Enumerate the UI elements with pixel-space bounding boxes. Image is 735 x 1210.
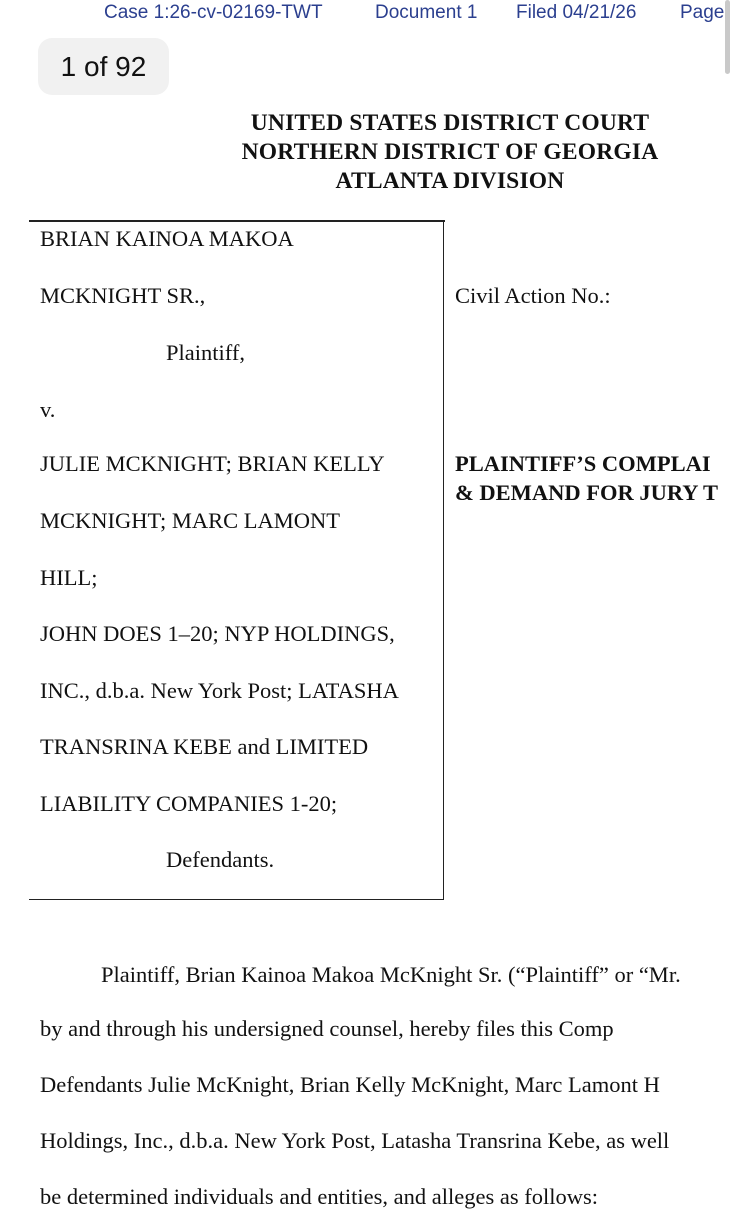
defendant-line: HILL; xyxy=(40,565,98,590)
versus: v. xyxy=(40,397,56,422)
page-indicator[interactable]: 1 of 92 xyxy=(38,38,169,95)
defendant-line: INC., d.b.a. New York Post; LATASHA xyxy=(40,678,399,703)
body-text-line: Holdings, Inc., d.b.a. New York Post, Latasha Transrina Kebe, as well xyxy=(40,1128,670,1153)
filed-date: Filed 04/21/26 xyxy=(516,2,637,23)
plaintiff-role: Plaintiff, xyxy=(166,340,245,365)
body-text-line: be determined individuals and entities, and alleges as follows: xyxy=(40,1184,598,1209)
defendant-line: TRANSRINA KEBE and LIMITED xyxy=(40,734,369,759)
body-text-line: Defendants Julie McKnight, Brian Kelly McKnight, Marc Lamont H xyxy=(40,1072,660,1097)
page-label: Page xyxy=(680,2,725,23)
complaint-title-line2: & DEMAND FOR JURY T xyxy=(455,480,718,505)
document-number: Document 1 xyxy=(375,2,478,23)
case-number: Case 1:26-cv-02169-TWT xyxy=(104,2,323,23)
defendant-line: JULIE MCKNIGHT; BRIAN KELLY xyxy=(40,451,385,476)
body-text-line: Plaintiff, Brian Kainoa Makoa McKnight Sr. (“Plaintiff” or “Mr. xyxy=(101,962,681,987)
civil-action-label: Civil Action No.: xyxy=(455,283,611,308)
complaint-title-line1: PLAINTIFF’S COMPLAI xyxy=(455,451,711,476)
body-text-line: by and through his undersigned counsel, hereby files this Comp xyxy=(40,1016,614,1041)
plaintiff-name-line2: MCKNIGHT SR., xyxy=(40,283,206,308)
defendants-role: Defendants. xyxy=(166,847,275,872)
plaintiff-name-line1: BRIAN KAINOA MAKOA xyxy=(40,226,294,251)
document-header xyxy=(0,0,735,30)
scrollbar[interactable] xyxy=(725,0,730,74)
defendant-line: JOHN DOES 1–20; NYP HOLDINGS, xyxy=(40,621,395,646)
defendant-line: LIABILITY COMPANIES 1-20; xyxy=(40,791,338,816)
court-division: ATLANTA DIVISION xyxy=(335,168,565,194)
defendant-line: MCKNIGHT; MARC LAMONT xyxy=(40,508,341,533)
court-name: UNITED STATES DISTRICT COURT xyxy=(250,110,650,136)
court-district: NORTHERN DISTRICT OF GEORGIA xyxy=(241,139,659,165)
